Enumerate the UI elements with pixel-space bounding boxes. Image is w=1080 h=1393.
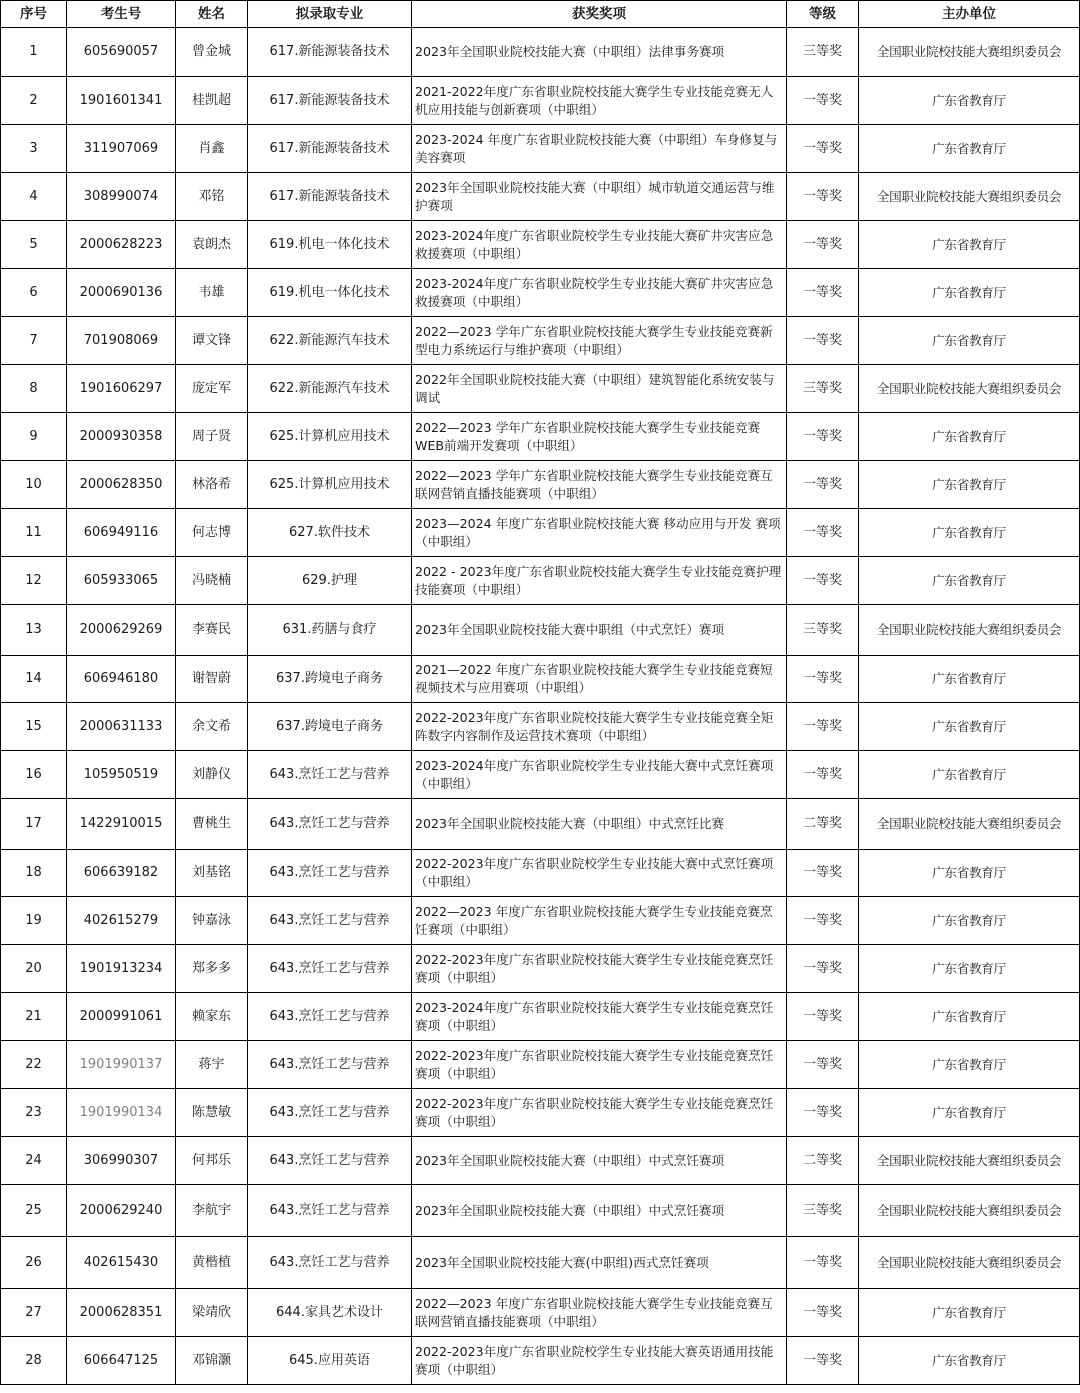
header-exam-id: 考生号: [67, 1, 176, 28]
cell-level: 三等奖: [787, 28, 859, 77]
table-row: [1, 125, 1080, 173]
header-name: 姓名: [176, 1, 248, 28]
cell-name: 谭文锋: [176, 317, 248, 365]
cell-organizer: 广东省教育厅: [859, 317, 1080, 365]
cell-seq: 20: [1, 945, 67, 993]
cell-name: 韦雄: [176, 269, 248, 317]
cell-name: 冯晓楠: [176, 557, 248, 605]
cell-organizer: 全国职业院校技能大赛组织委员会: [859, 28, 1080, 77]
cell-name: 梁靖欣: [176, 1289, 248, 1337]
cell-seq: 7: [1, 317, 67, 365]
table-row: [1, 557, 1080, 605]
cell-exam-id: 402615279: [67, 897, 176, 945]
cell-seq: 5: [1, 221, 67, 269]
cell-level: 三等奖: [787, 1185, 859, 1237]
header-seq: 序号: [1, 1, 67, 28]
cell-exam-id: 1901913234: [67, 945, 176, 993]
cell-exam-id: 1901990134: [67, 1089, 176, 1137]
cell-major: 643.烹饪工艺与营养: [248, 945, 412, 993]
table-row: [1, 1041, 1080, 1089]
cell-exam-id: 2000628350: [67, 461, 176, 509]
cell-exam-id: 2000628351: [67, 1289, 176, 1337]
table-row: [1, 1237, 1080, 1289]
cell-level: 一等奖: [787, 557, 859, 605]
cell-award: 2023-2024年度广东省职业院校技能大赛学生专业技能竞赛烹饪赛项（中职组）: [412, 993, 787, 1041]
cell-award: 2022—2023 年度广东省职业院校技能大赛学生专业技能竞赛互联网营销直播技能赛项（中职组）: [412, 1289, 787, 1337]
cell-seq: 8: [1, 365, 67, 413]
table-row: [1, 317, 1080, 365]
cell-award: 2022—2023 学年广东省职业院校技能大赛学生专业技能竞赛互联网营销直播技能赛项（中职组）: [412, 461, 787, 509]
cell-seq: 6: [1, 269, 67, 317]
cell-organizer: 全国职业院校技能大赛组织委员会: [859, 1137, 1080, 1185]
cell-major: 643.烹饪工艺与营养: [248, 897, 412, 945]
cell-major: 643.烹饪工艺与营养: [248, 1237, 412, 1289]
cell-exam-id: 605933065: [67, 557, 176, 605]
table-row: [1, 77, 1080, 125]
cell-name: 钟嘉泳: [176, 897, 248, 945]
cell-name: 赖家东: [176, 993, 248, 1041]
cell-level: 一等奖: [787, 173, 859, 221]
cell-organizer: 广东省教育厅: [859, 1041, 1080, 1089]
cell-name: 郑多多: [176, 945, 248, 993]
cell-award: 2022-2023年度广东省职业院校学生专业技能大赛中式烹饪赛项（中职组）: [412, 850, 787, 897]
table-row: [1, 28, 1080, 77]
cell-award: 2023年全国职业院校技能大赛（中职组）中式烹饪赛项: [412, 1137, 787, 1185]
cell-major: 643.烹饪工艺与营养: [248, 1089, 412, 1137]
table-row: [1, 1289, 1080, 1337]
cell-name: 余文希: [176, 703, 248, 751]
cell-major: 617.新能源装备技术: [248, 173, 412, 221]
cell-organizer: 广东省教育厅: [859, 557, 1080, 605]
cell-seq: 18: [1, 850, 67, 897]
cell-seq: 17: [1, 799, 67, 850]
cell-major: 637.跨境电子商务: [248, 656, 412, 703]
cell-exam-id: 2000628223: [67, 221, 176, 269]
cell-level: 一等奖: [787, 125, 859, 173]
cell-award: 2021-2022年度广东省职业院校技能大赛学生专业技能竞赛无人机应用技能与创新赛项（中职组）: [412, 77, 787, 125]
table-row: [1, 509, 1080, 557]
cell-name: 林洛希: [176, 461, 248, 509]
cell-level: 一等奖: [787, 461, 859, 509]
cell-exam-id: 311907069: [67, 125, 176, 173]
cell-level: 三等奖: [787, 605, 859, 656]
cell-level: 一等奖: [787, 77, 859, 125]
cell-name: 何志博: [176, 509, 248, 557]
cell-award: 2023年全国职业院校技能大赛（中职组）城市轨道交通运营与维护赛项: [412, 173, 787, 221]
cell-seq: 1: [1, 28, 67, 77]
table-row: [1, 1337, 1080, 1385]
cell-level: 三等奖: [787, 365, 859, 413]
cell-exam-id: 606949116: [67, 509, 176, 557]
cell-major: 643.烹饪工艺与营养: [248, 1041, 412, 1089]
table-row: [1, 461, 1080, 509]
cell-award: 2023年全国职业院校技能大赛（中职组）中式烹饪赛项: [412, 1185, 787, 1237]
cell-name: 周子贤: [176, 413, 248, 461]
cell-exam-id: 306990307: [67, 1137, 176, 1185]
cell-award: 2023年全国职业院校技能大赛（中职组）法律事务赛项: [412, 28, 787, 77]
cell-major: 643.烹饪工艺与营养: [248, 1185, 412, 1237]
cell-major: 619.机电一体化技术: [248, 221, 412, 269]
cell-organizer: 广东省教育厅: [859, 850, 1080, 897]
cell-exam-id: 606647125: [67, 1337, 176, 1385]
cell-exam-id: 2000629240: [67, 1185, 176, 1237]
cell-exam-id: 606946180: [67, 656, 176, 703]
cell-organizer: 广东省教育厅: [859, 269, 1080, 317]
cell-award: 2023年全国职业院校技能大赛中职组（中式烹饪）赛项: [412, 605, 787, 656]
header-major: 拟录取专业: [248, 1, 412, 28]
cell-major: 619.机电一体化技术: [248, 269, 412, 317]
cell-organizer: 广东省教育厅: [859, 125, 1080, 173]
cell-seq: 23: [1, 1089, 67, 1137]
table-row: [1, 850, 1080, 897]
cell-name: 刘静仪: [176, 751, 248, 799]
cell-organizer: 广东省教育厅: [859, 993, 1080, 1041]
table-row: [1, 221, 1080, 269]
cell-award: 2022—2023 年度广东省职业院校技能大赛学生专业技能竞赛烹饪赛项（中职组）: [412, 897, 787, 945]
cell-level: 一等奖: [787, 703, 859, 751]
cell-name: 蒋宇: [176, 1041, 248, 1089]
cell-seq: 11: [1, 509, 67, 557]
cell-major: 645.应用英语: [248, 1337, 412, 1385]
cell-award: 2022-2023年度广东省职业院校技能大赛学生专业技能竞赛烹饪赛项（中职组）: [412, 1089, 787, 1137]
cell-exam-id: 701908069: [67, 317, 176, 365]
cell-seq: 19: [1, 897, 67, 945]
table-row: [1, 656, 1080, 703]
cell-major: 643.烹饪工艺与营养: [248, 1137, 412, 1185]
cell-award: 2022-2023年度广东省职业院校技能大赛学生专业技能竞赛烹饪赛项（中职组）: [412, 1041, 787, 1089]
cell-major: 643.烹饪工艺与营养: [248, 850, 412, 897]
cell-seq: 28: [1, 1337, 67, 1385]
cell-level: 一等奖: [787, 1237, 859, 1289]
cell-seq: 26: [1, 1237, 67, 1289]
table-row: [1, 1137, 1080, 1185]
cell-seq: 12: [1, 557, 67, 605]
cell-major: 617.新能源装备技术: [248, 77, 412, 125]
cell-major: 643.烹饪工艺与营养: [248, 993, 412, 1041]
cell-major: 617.新能源装备技术: [248, 125, 412, 173]
cell-major: 625.计算机应用技术: [248, 461, 412, 509]
cell-name: 黄楷植: [176, 1237, 248, 1289]
cell-level: 一等奖: [787, 993, 859, 1041]
cell-award: 2022—2023 学年广东省职业院校技能大赛学生专业技能竞赛WEB前端开发赛项（中职组）: [412, 413, 787, 461]
cell-organizer: 全国职业院校技能大赛组织委员会: [859, 799, 1080, 850]
cell-major: 637.跨境电子商务: [248, 703, 412, 751]
cell-seq: 14: [1, 656, 67, 703]
cell-name: 李航宇: [176, 1185, 248, 1237]
cell-seq: 15: [1, 703, 67, 751]
cell-award: 2022 - 2023年度广东省职业院校技能大赛学生专业技能竞赛护理技能赛项（中职组）: [412, 557, 787, 605]
cell-organizer: 广东省教育厅: [859, 461, 1080, 509]
cell-major: 627.软件技术: [248, 509, 412, 557]
cell-seq: 2: [1, 77, 67, 125]
cell-name: 刘基铭: [176, 850, 248, 897]
cell-level: 一等奖: [787, 1041, 859, 1089]
table-row: [1, 897, 1080, 945]
cell-seq: 13: [1, 605, 67, 656]
cell-exam-id: 605690057: [67, 28, 176, 77]
cell-name: 袁朗杰: [176, 221, 248, 269]
cell-name: 桂凯超: [176, 77, 248, 125]
cell-seq: 3: [1, 125, 67, 173]
cell-level: 一等奖: [787, 221, 859, 269]
cell-organizer: 全国职业院校技能大赛组织委员会: [859, 365, 1080, 413]
table-row: [1, 365, 1080, 413]
cell-seq: 21: [1, 993, 67, 1041]
cell-award: 2022-2023年度广东省职业院校学生专业技能大赛英语通用技能赛项（中职组）: [412, 1337, 787, 1385]
cell-level: 二等奖: [787, 799, 859, 850]
cell-award: 2022年全国职业院校技能大赛（中职组）建筑智能化系统安装与调试: [412, 365, 787, 413]
cell-major: 631.药膳与食疗: [248, 605, 412, 656]
cell-level: 一等奖: [787, 850, 859, 897]
header-level: 等级: [787, 1, 859, 28]
cell-exam-id: 1901606297: [67, 365, 176, 413]
table-row: [1, 413, 1080, 461]
cell-major: 617.新能源装备技术: [248, 28, 412, 77]
cell-name: 肖鑫: [176, 125, 248, 173]
cell-level: 一等奖: [787, 656, 859, 703]
cell-organizer: 广东省教育厅: [859, 413, 1080, 461]
cell-exam-id: 1901990137: [67, 1041, 176, 1089]
cell-name: 陈慧敏: [176, 1089, 248, 1137]
cell-award: 2023-2024 年度广东省职业院校技能大赛（中职组）车身修复与美容赛项: [412, 125, 787, 173]
cell-organizer: 广东省教育厅: [859, 221, 1080, 269]
cell-seq: 9: [1, 413, 67, 461]
cell-major: 625.计算机应用技术: [248, 413, 412, 461]
cell-level: 一等奖: [787, 1089, 859, 1137]
cell-name: 邓锦灏: [176, 1337, 248, 1385]
cell-organizer: 广东省教育厅: [859, 703, 1080, 751]
cell-organizer: 广东省教育厅: [859, 1089, 1080, 1137]
cell-level: 一等奖: [787, 897, 859, 945]
table-row: [1, 605, 1080, 656]
cell-organizer: 全国职业院校技能大赛组织委员会: [859, 173, 1080, 221]
cell-major: 622.新能源汽车技术: [248, 317, 412, 365]
table-row: [1, 799, 1080, 850]
cell-major: 644.家具艺术设计: [248, 1289, 412, 1337]
cell-exam-id: 402615430: [67, 1237, 176, 1289]
cell-level: 一等奖: [787, 945, 859, 993]
cell-organizer: 广东省教育厅: [859, 1337, 1080, 1385]
cell-exam-id: 1901601341: [67, 77, 176, 125]
cell-award: 2023年全国职业院校技能大赛（中职组）中式烹饪比赛: [412, 799, 787, 850]
cell-organizer: 广东省教育厅: [859, 751, 1080, 799]
cell-name: 曹桃生: [176, 799, 248, 850]
cell-level: 一等奖: [787, 269, 859, 317]
cell-exam-id: 606639182: [67, 850, 176, 897]
table-body: [1, 28, 1080, 1385]
cell-major: 643.烹饪工艺与营养: [248, 799, 412, 850]
cell-exam-id: 2000631133: [67, 703, 176, 751]
cell-award: 2022-2023年度广东省职业院校技能大赛学生专业技能竞赛全矩阵数字内容制作及运营技术赛项（中职组）: [412, 703, 787, 751]
cell-award: 2021—2022 年度广东省职业院校技能大赛学生专业技能竞赛短视频技术与应用赛项（中职组）: [412, 656, 787, 703]
cell-level: 二等奖: [787, 1137, 859, 1185]
table-row: [1, 993, 1080, 1041]
cell-level: 一等奖: [787, 317, 859, 365]
cell-award: 2023-2024年度广东省职业院校学生专业技能大赛矿井灾害应急救援赛项（中职组）: [412, 269, 787, 317]
cell-exam-id: 2000629269: [67, 605, 176, 656]
table-row: [1, 1185, 1080, 1237]
cell-award: 2023—2024 年度广东省职业院校技能大赛 移动应用与开发 赛项（中职组）: [412, 509, 787, 557]
cell-award: 2023-2024年度广东省职业院校学生专业技能大赛中式烹饪赛项（中职组）: [412, 751, 787, 799]
cell-name: 曾金城: [176, 28, 248, 77]
cell-name: 邓铭: [176, 173, 248, 221]
cell-level: 一等奖: [787, 509, 859, 557]
cell-award: 2023年全国职业院校技能大赛(中职组)西式烹饪赛项: [412, 1237, 787, 1289]
cell-name: 何邦乐: [176, 1137, 248, 1185]
cell-exam-id: 2000930358: [67, 413, 176, 461]
table-row: [1, 1089, 1080, 1137]
cell-organizer: 广东省教育厅: [859, 945, 1080, 993]
cell-name: 李赛民: [176, 605, 248, 656]
cell-award: 2022-2023年度广东省职业院校技能大赛学生专业技能竞赛烹饪赛项（中职组）: [412, 945, 787, 993]
cell-organizer: 广东省教育厅: [859, 1289, 1080, 1337]
cell-seq: 22: [1, 1041, 67, 1089]
cell-organizer: 广东省教育厅: [859, 77, 1080, 125]
table-row: [1, 945, 1080, 993]
cell-seq: 25: [1, 1185, 67, 1237]
cell-seq: 10: [1, 461, 67, 509]
cell-award: 2023-2024年度广东省职业院校学生专业技能大赛矿井灾害应急救援赛项（中职组）: [412, 221, 787, 269]
cell-seq: 27: [1, 1289, 67, 1337]
cell-major: 643.烹饪工艺与营养: [248, 751, 412, 799]
cell-seq: 24: [1, 1137, 67, 1185]
cell-level: 一等奖: [787, 1337, 859, 1385]
cell-name: 谢智蔚: [176, 656, 248, 703]
cell-seq: 16: [1, 751, 67, 799]
table-row: [1, 703, 1080, 751]
cell-exam-id: 105950519: [67, 751, 176, 799]
cell-exam-id: 1422910015: [67, 799, 176, 850]
cell-exam-id: 2000690136: [67, 269, 176, 317]
cell-organizer: 广东省教育厅: [859, 897, 1080, 945]
cell-exam-id: 308990074: [67, 173, 176, 221]
cell-organizer: 全国职业院校技能大赛组织委员会: [859, 1185, 1080, 1237]
cell-seq: 4: [1, 173, 67, 221]
cell-major: 629.护理: [248, 557, 412, 605]
header-row: [1, 1, 1080, 28]
cell-name: 庞定军: [176, 365, 248, 413]
header-award: 获奖奖项: [412, 1, 787, 28]
cell-organizer: 全国职业院校技能大赛组织委员会: [859, 1237, 1080, 1289]
cell-level: 一等奖: [787, 751, 859, 799]
cell-level: 一等奖: [787, 1289, 859, 1337]
header-organizer: 主办单位: [859, 1, 1080, 28]
cell-level: 一等奖: [787, 413, 859, 461]
table-row: [1, 269, 1080, 317]
table-row: [1, 173, 1080, 221]
cell-organizer: 广东省教育厅: [859, 509, 1080, 557]
cell-exam-id: 2000991061: [67, 993, 176, 1041]
cell-organizer: 全国职业院校技能大赛组织委员会: [859, 605, 1080, 656]
table-row: [1, 751, 1080, 799]
cell-organizer: 广东省教育厅: [859, 656, 1080, 703]
cell-major: 622.新能源汽车技术: [248, 365, 412, 413]
cell-award: 2022—2023 学年广东省职业院校技能大赛学生专业技能竞赛新型电力系统运行与维护赛项（中职组）: [412, 317, 787, 365]
